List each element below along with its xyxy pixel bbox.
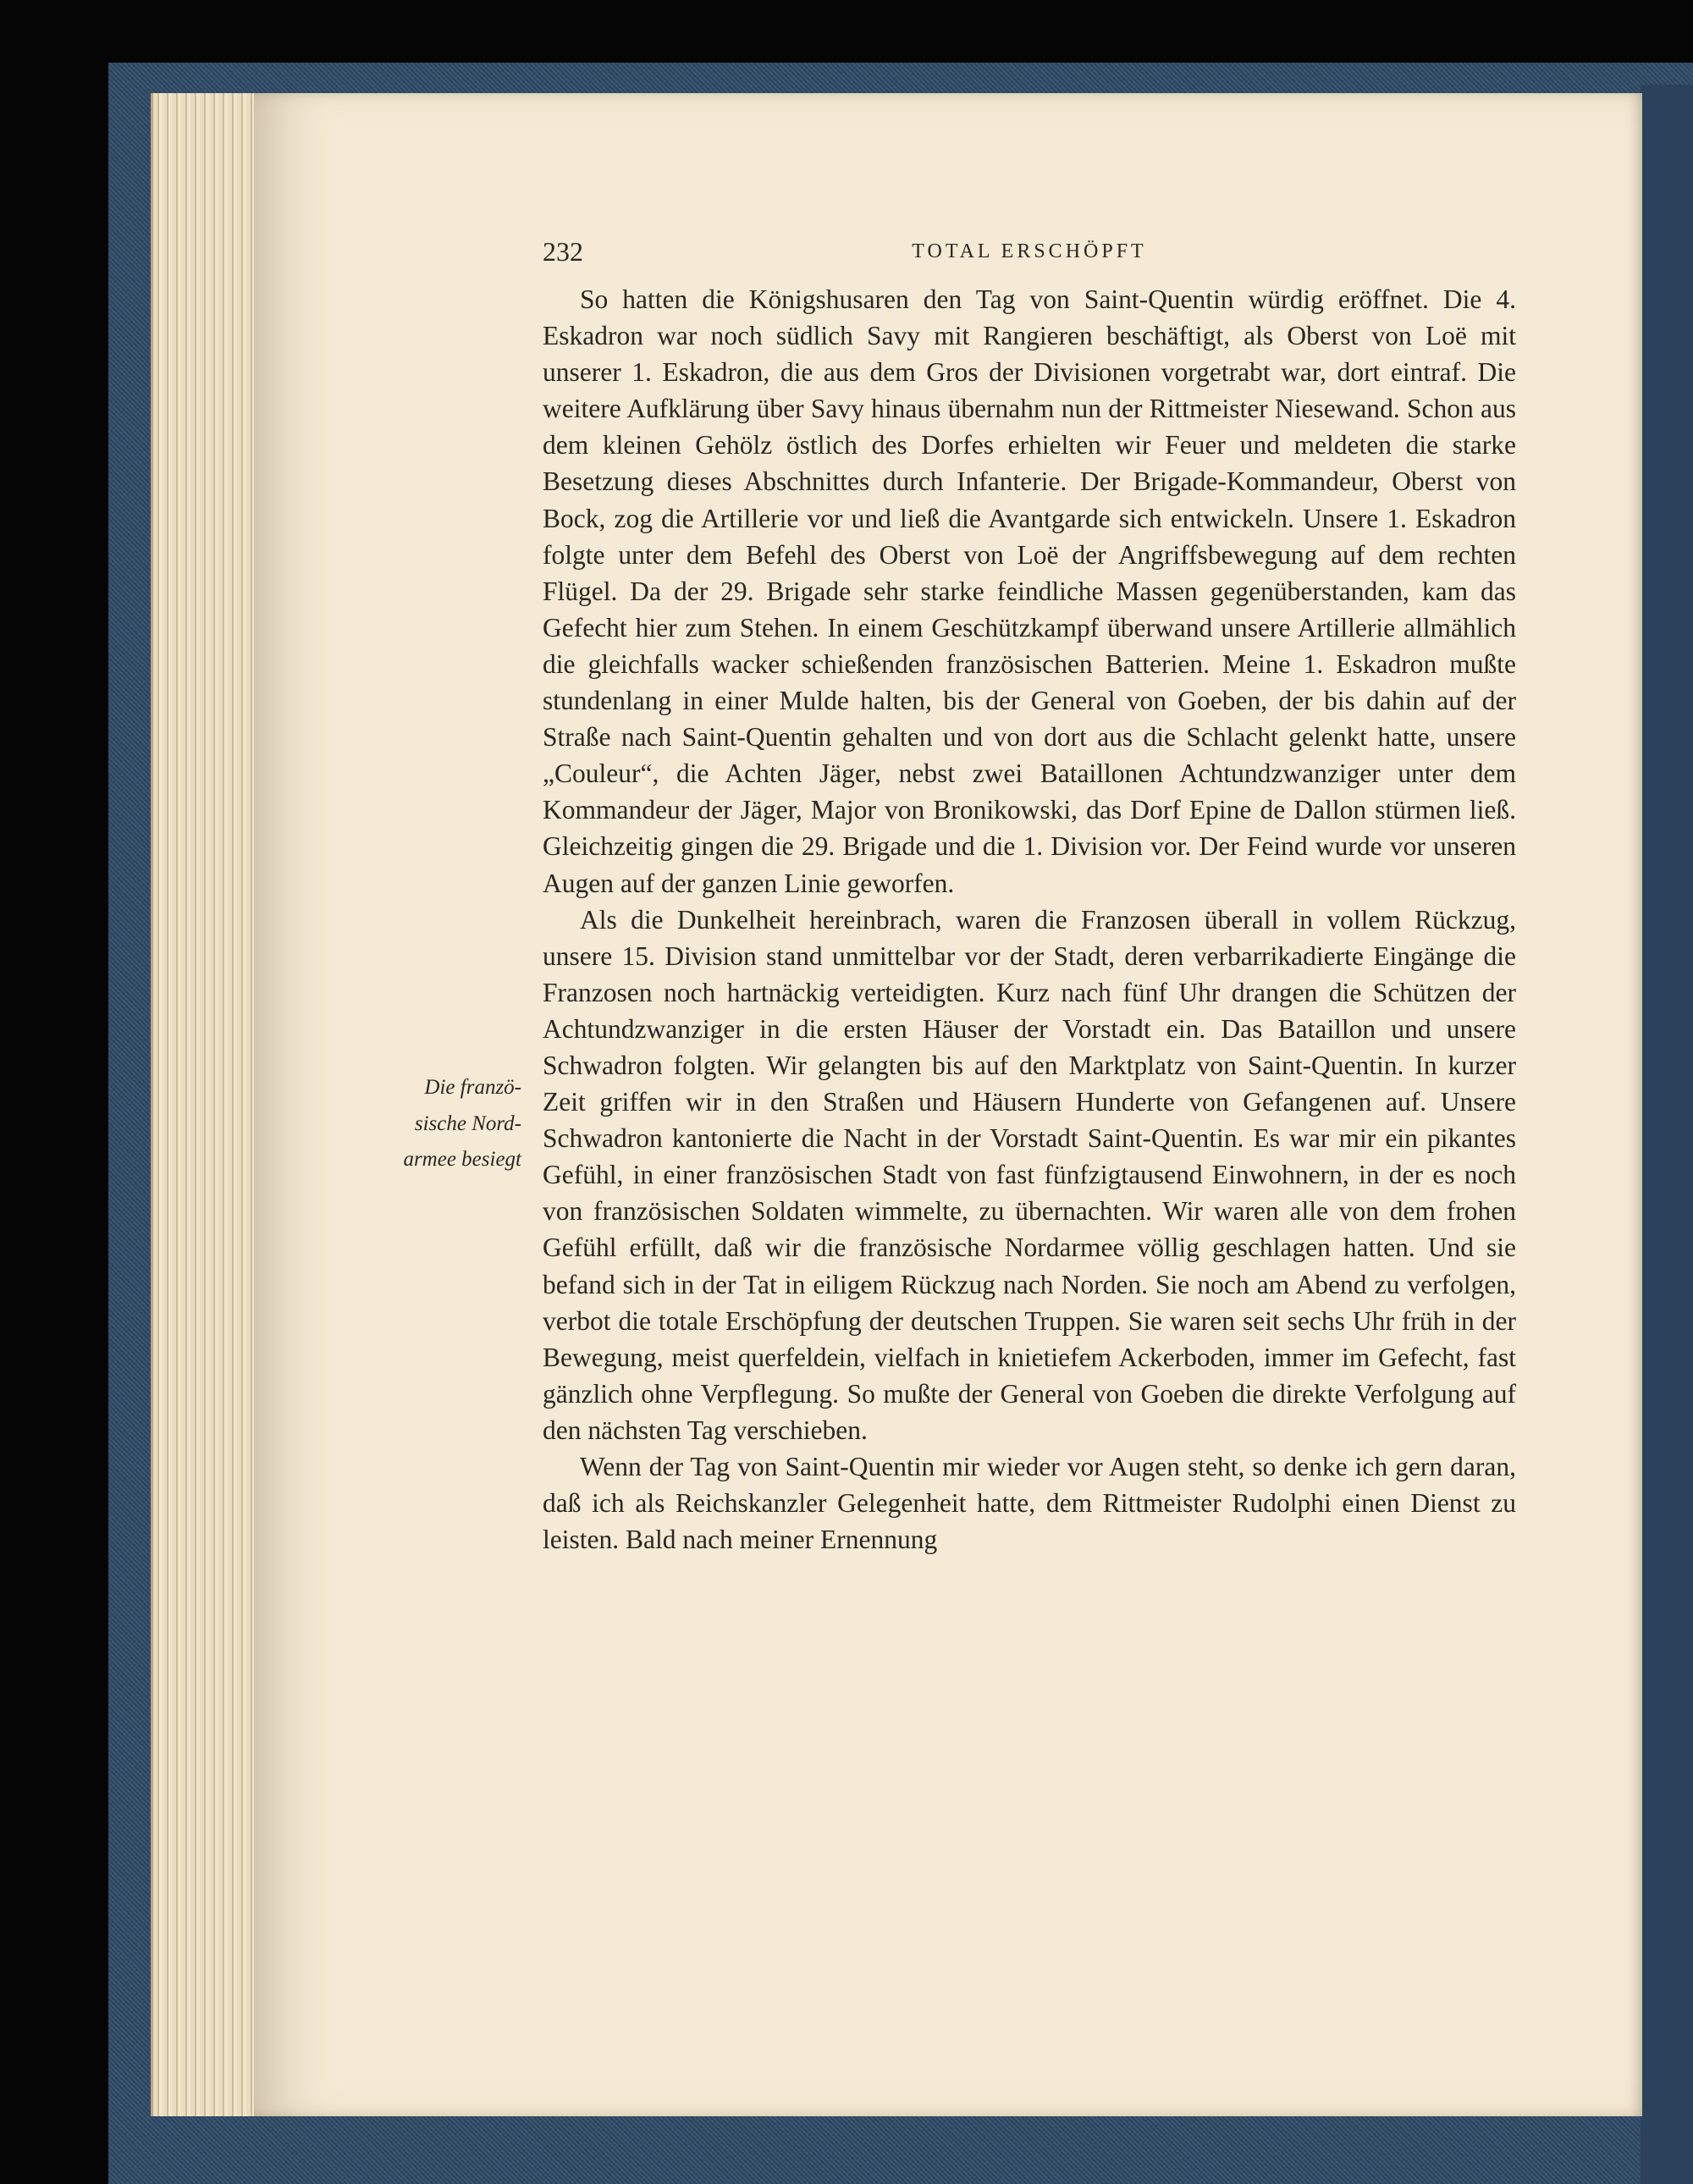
- body-text: [543, 281, 1516, 1558]
- book-cover-edge: [1641, 85, 1693, 2184]
- marginal-note: [356, 1070, 521, 1178]
- page-number: 232: [543, 236, 583, 267]
- marginal-note-line: sische Nord-: [414, 1111, 521, 1135]
- marginal-note-line: armee besiegt: [403, 1148, 521, 1171]
- paragraph: So hatten die Königshusaren den Tag von Saint-Quentin würdig eröffnet. Die 4. Eskadron war noch südlich Savy mit Rangieren beschäftigt, als Oberst von Loë mit unserer 1. Eskadron, die aus dem Gros der Divisionen vorgetrabt war, dort eintraf. Die weitere Aufklärung über Savy hinaus übernahm nun der Rittmeister Niesewand. Schon aus dem kleinen Gehölz östlich des Dorfes erhielten wir Feuer und meldeten die starke Besetzung dieses Abschnittes durch Infanterie. Der Brigade-Kommandeur, Oberst von Bock, zog die Artillerie vor und ließ die Avantgarde sich entwickeln. Unsere 1. Eskadron folgte unter dem Befehl des Oberst von Loë der Angriffsbewegung auf dem rechten Flügel. Da der 29. Brigade sehr starke feindliche Massen gegenüberstanden, kam das Gefecht hier zum Stehen. In einem Geschützkampf überwand unsere Artillerie allmählich die gleichfalls wacker schießenden französischen Batterien. Meine 1. Eskadron mußte stundenlang in einer Mulde halten, bis der General von Goeben, der bis dahin auf der Straße nach Saint-Quentin gehalten und von dort aus die Schlacht gelenkt hatte, unsere „Couleur“, die Achten Jäger, nebst zwei Bataillonen Achtundzwanziger unter dem Kommandeur der Jäger, Major von Bronikowski, das Dorf Epine de Dallon stürmen ließ. Gleichzeitig gingen die 29. Brigade und die 1. Division vor. Der Feind wurde vor unseren Augen auf der ganzen Linie geworfen.: [543, 284, 1516, 898]
- page-header: [543, 230, 1516, 273]
- running-head: TOTAL ERSCHÖPFT: [912, 240, 1147, 262]
- marginal-note-line: Die franzö-: [424, 1076, 521, 1099]
- paragraph: Wenn der Tag von Saint-Quentin mir wieder vor Augen steht, so denke ich gern daran, daß ich als Reichskanzler Gelegenheit hatte, dem Rittmeister Rudolphi einen Dienst zu leisten. Bald nach meiner Ernennung: [543, 1452, 1516, 1555]
- paragraph: Als die Dunkelheit hereinbrach, waren die Franzosen überall in vollem Rückzug, unsere 15. Division stand unmittelbar vor der Stadt, deren verbarrikadierte Eingänge die Franzosen noch hartnäckig verteidigten. Kurz nach fünf Uhr drangen die Schützen der Achtundzwanziger in die ersten Häuser der Vorstadt ein. Das Bataillon und unsere Schwadron folgten. Wir gelangten bis auf den Marktplatz von Saint-Quentin. In kurzer Zeit griffen wir in den Straßen und Häusern Hunderte von Gefangenen auf. Unsere Schwadron kantonierte die Nacht in der Vorstadt Saint-Quentin. Es war mir ein pikantes Gefühl, in einer französischen Stadt von fast fünfzigtausend Einwohnern, in der es noch von französischen Soldaten wimmelte, zu übernachten. Wir waren alle von dem frohen Gefühl erfüllt, daß wir die französische Nordarmee völlig geschlagen hatten. Und sie befand sich in der Tat in eiligem Rückzug nach Norden. Sie noch am Abend zu verfolgen, verbot die totale Erschöpfung der deutschen Truppen. Sie waren seit sechs Uhr früh in der Bewegung, meist querfeldein, vielfach in knietiefem Ackerboden, immer im Gefecht, fast gänzlich ohne Verpflegung. So mußte der General von Goeben die direkte Verfolgung auf den nächsten Tag verschieben.: [543, 904, 1516, 1445]
